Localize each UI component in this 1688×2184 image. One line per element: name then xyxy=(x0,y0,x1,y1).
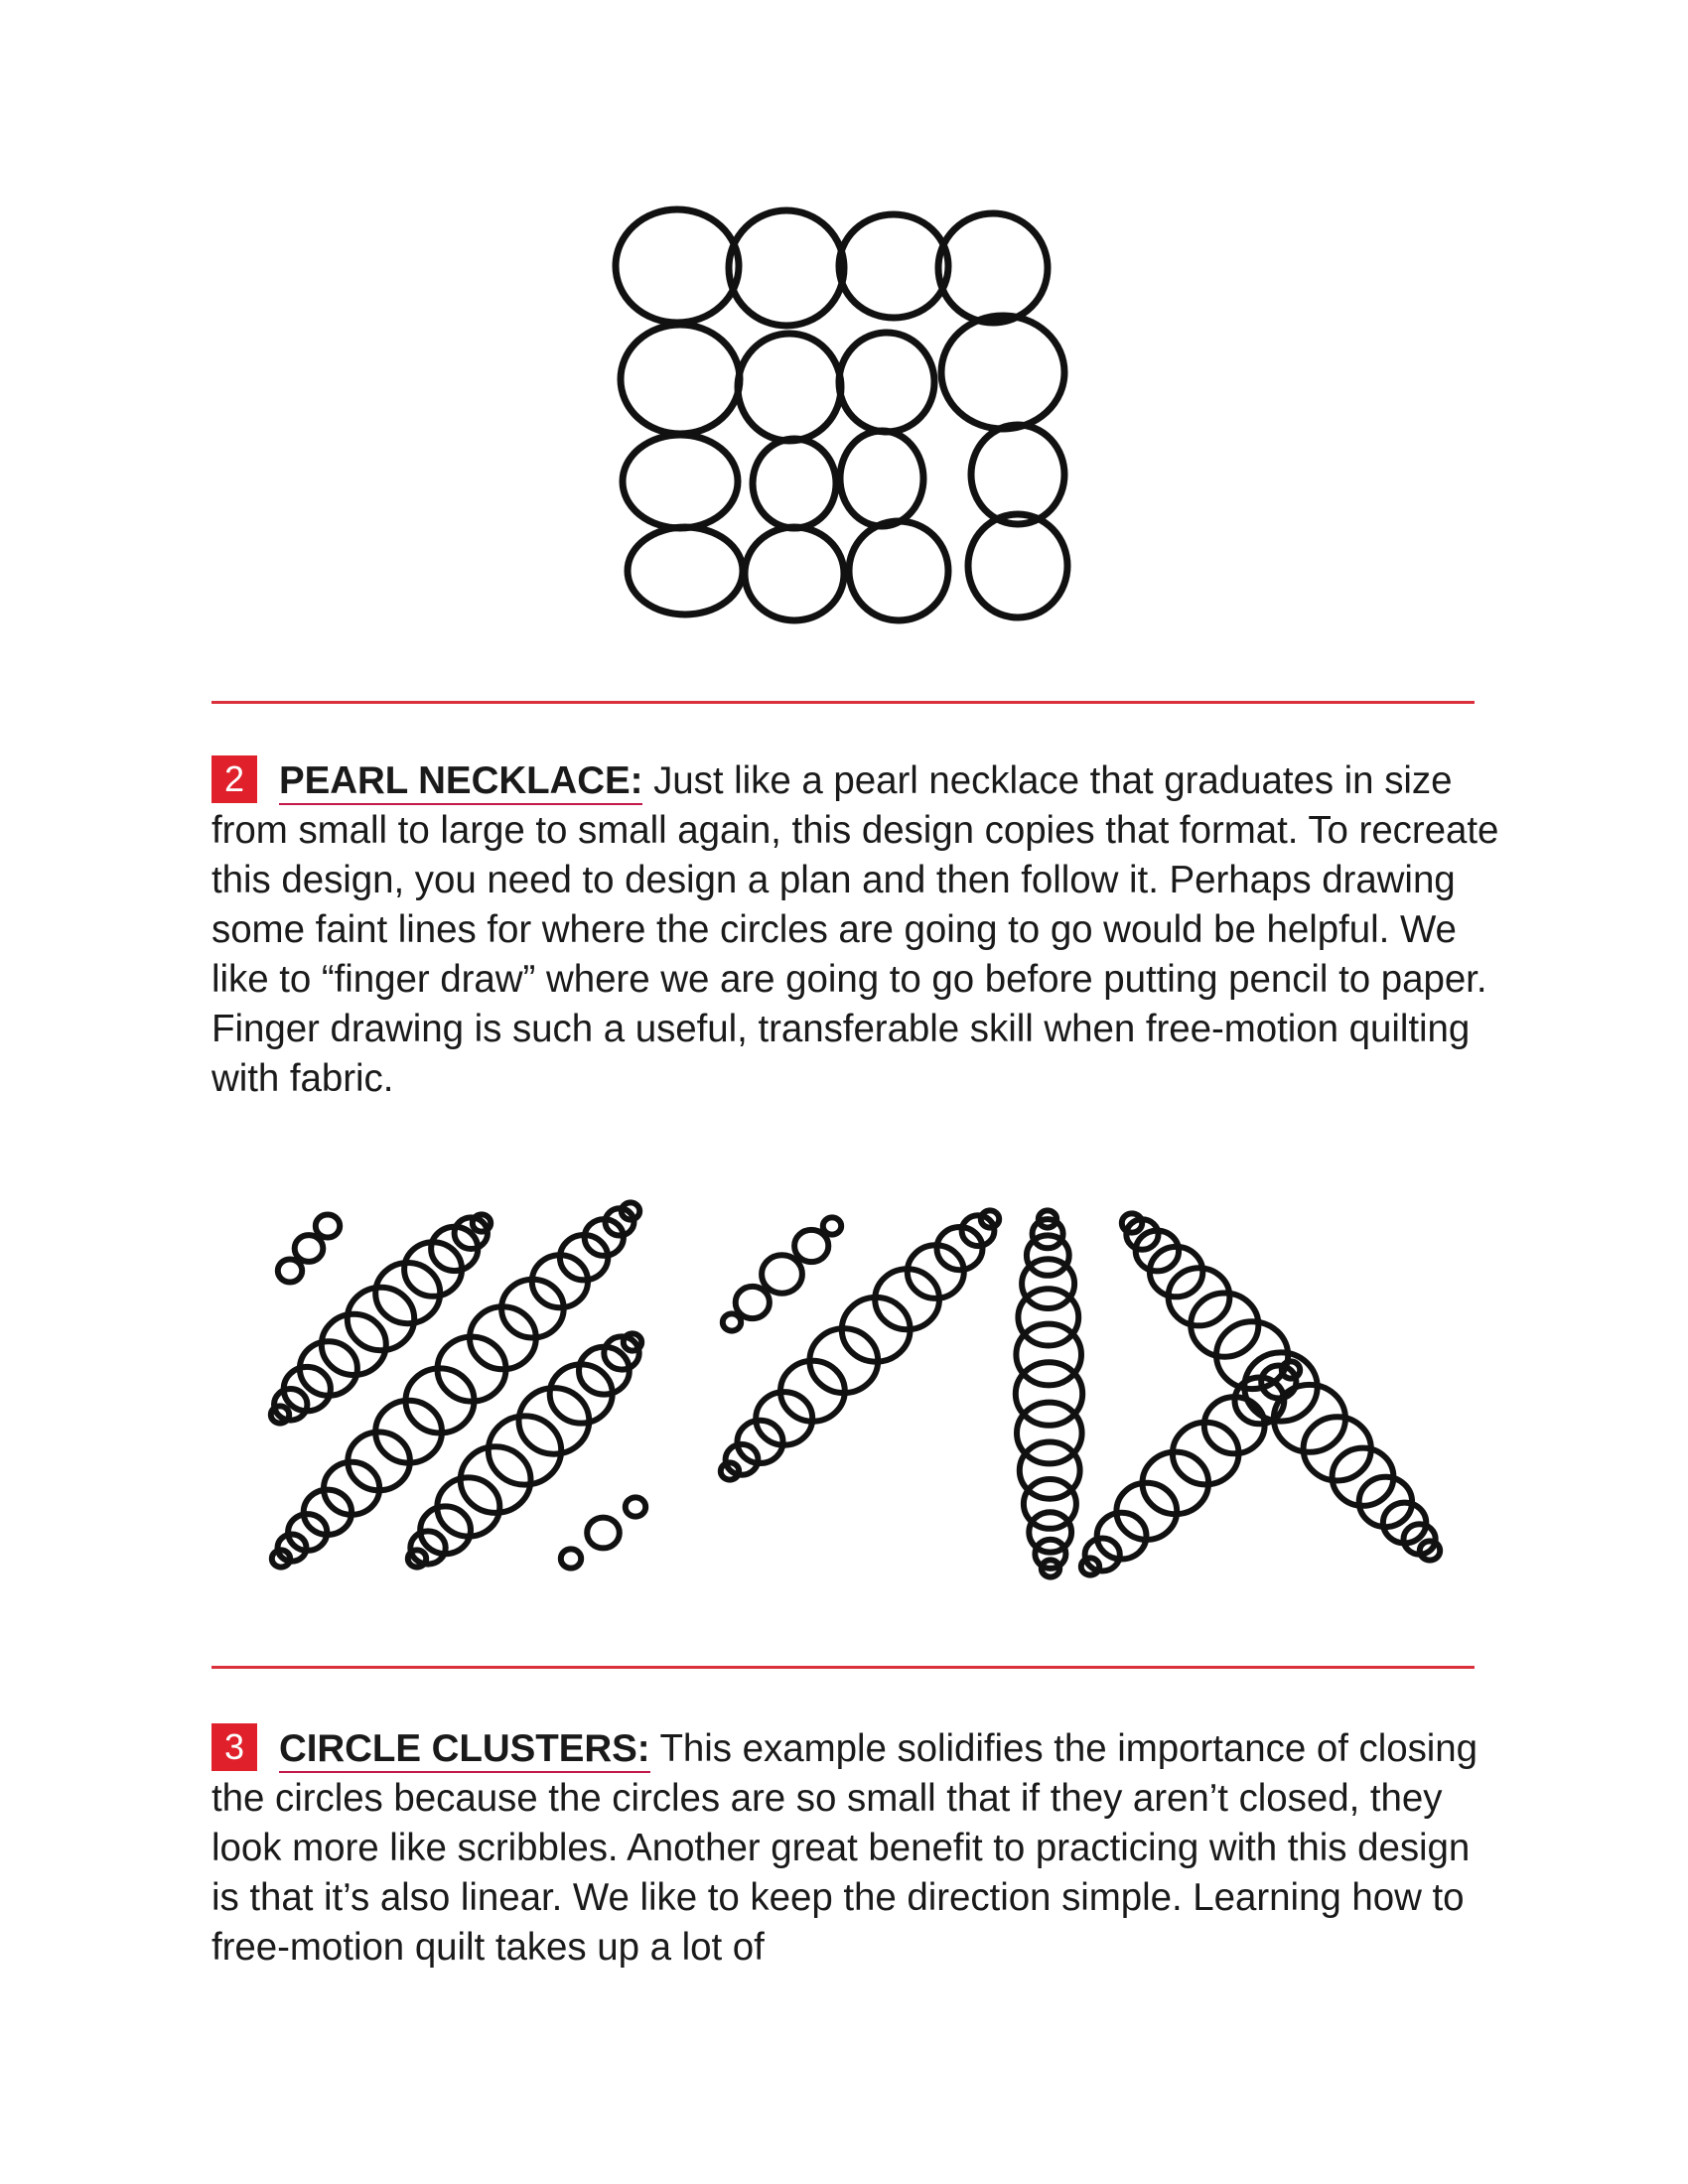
pearl xyxy=(1016,1324,1081,1386)
pearl xyxy=(561,1549,581,1568)
pearl xyxy=(322,1314,386,1375)
pearl xyxy=(794,1230,828,1262)
section-body: Just like a pearl necklace that graduates in size from small to large to small again, this design copies that format. To recreate this design, you need to design a plan and then follow it. Perhaps drawing some faint lines for where the circles are going to go would be helpful. We like to “finger draw” where we are going to go before putting pencil to paper. Finger drawing is such a useful, transferable skill when free-motion quilting with fabric. xyxy=(211,759,1499,1100)
pearl xyxy=(316,1215,340,1238)
pearl xyxy=(736,1287,770,1318)
pearl xyxy=(626,1497,645,1516)
section-divider xyxy=(211,1666,1475,1669)
section-number-badge: 3 xyxy=(211,1723,257,1771)
pearl xyxy=(375,1263,440,1323)
pearl xyxy=(348,1288,414,1350)
pearl xyxy=(587,1518,620,1549)
section-number-badge: 2 xyxy=(211,755,257,803)
pearl xyxy=(1027,1235,1069,1275)
pearl xyxy=(489,1416,561,1484)
pearl xyxy=(1022,1259,1074,1308)
section-heading: CIRCLE CLUSTERS: xyxy=(279,1727,650,1773)
pearl xyxy=(295,1235,324,1262)
section-heading: PEARL NECKLACE: xyxy=(279,759,642,805)
section-body: This example solidifies the importance of closing the circles because the circles are so small that if they aren’t closed, they look more like scribbles. Another great benefit to practicing with this design is that it’s also linear. We like to keep the direction simple. Learning how to free-motion quilt takes up a lot of xyxy=(211,1727,1478,1969)
circle-clusters-section xyxy=(211,1723,1502,1973)
pearl xyxy=(762,1255,802,1293)
pearl xyxy=(278,1260,302,1283)
pearl xyxy=(1018,1289,1078,1345)
pearl xyxy=(823,1217,841,1234)
pearl xyxy=(723,1313,741,1330)
